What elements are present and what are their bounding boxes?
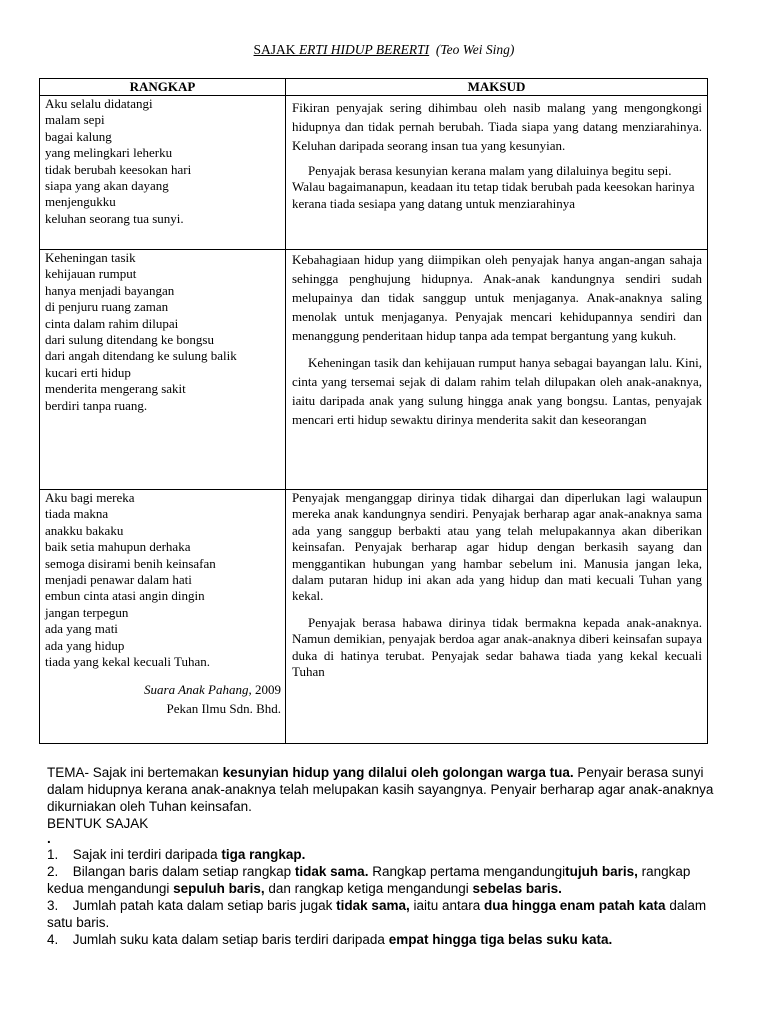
list-number: 4. xyxy=(47,932,59,947)
list-bold: dua hingga enam patah kata xyxy=(484,898,666,913)
verse-line: semoga disirami benih keinsafan xyxy=(45,555,216,571)
title-prefix: SAJAK xyxy=(253,42,299,57)
poem-name: ERTI HIDUP BERERTI xyxy=(298,42,430,57)
list-number: 2. xyxy=(47,864,59,879)
verse-line: Keheningan tasik xyxy=(45,250,136,265)
source-publication: Suara Anak Pahang, xyxy=(144,682,252,698)
title-underlined xyxy=(254,42,430,57)
list-bold: tiga rangkap. xyxy=(221,847,306,862)
list-text: Sajak ini terdiri daripada xyxy=(72,847,222,862)
source-publisher: Pekan Ilmu Sdn. Bhd. xyxy=(166,701,281,717)
table-row xyxy=(40,490,708,744)
verse-line: cinta dalam rahim dilupai xyxy=(45,315,179,331)
verse-line: keluhan seorang tua sunyi. xyxy=(45,210,184,226)
verse-line: menjadi penawar dalam hati xyxy=(45,572,192,588)
tema-paragraph xyxy=(47,764,722,815)
list-number: 3. xyxy=(47,898,59,913)
maksud-paragraph: Penyajak berasa kesunyian kerana malam yang dilaluinya begitu sepi. Walau bagaimanapun, keadaan itu tetap tidak berubah pada keesokan harinya kerana tiada sesiapa yang datang untuk menziarahinya xyxy=(292,163,695,211)
list-bold: sebelas baris. xyxy=(472,881,562,896)
maksud-cell-3 xyxy=(286,490,708,744)
verse-line: anakku bakaku xyxy=(45,522,124,538)
notes-section xyxy=(47,764,722,948)
maksud-cell-1 xyxy=(286,96,708,250)
verse-line: Aku bagi mereka xyxy=(45,490,135,505)
table-header-row xyxy=(40,79,708,96)
verse-line: baik setia mahupun derhaka xyxy=(45,539,191,555)
verse-line: yang melingkari leherku xyxy=(45,145,173,161)
verse-line: tiada makna xyxy=(45,506,109,522)
list-number: 1. xyxy=(47,847,59,862)
verse-line: Aku selalu didatangi xyxy=(45,96,153,111)
bentuk-dot: . xyxy=(47,831,51,846)
rangkap-cell-1 xyxy=(40,96,286,250)
verse-line: menderita mengerang sakit xyxy=(45,381,186,397)
verse-line: kehijauan rumput xyxy=(45,266,137,282)
rangkap-cell-3 xyxy=(40,490,286,744)
list-item xyxy=(47,931,722,948)
list-bold: sepuluh baris, xyxy=(173,881,265,896)
verse-line: siapa yang akan dayang xyxy=(45,178,169,194)
list-text: Rangkap pertama mengandungi xyxy=(368,864,566,879)
list-text: dan rangkap ketiga mengandungi xyxy=(264,881,473,896)
list-bold: tidak sama. xyxy=(294,864,369,879)
header-rangkap: RANGKAP xyxy=(40,79,286,96)
maksud-paragraph: Kebahagiaan hidup yang diimpikan oleh penyajak hanya angan-angan sahaja sehingga penghujung hidupnya. Anak-anak kandungnya sendiri sudah melupainya dan tidak sanggup untuk menjaganya. Anak-anaknya saling menolak untuk menjaganya. Penyajak mencari kehidupannya sendiri dan menanggung penderitaan hidup tanpa ada tempat bergantung yang kukuh. xyxy=(292,252,702,343)
maksud-paragraph: Penyajak berasa habawa dirinya tidak bermakna kepada anak-anaknya. Namun demikian, penyajak berdoa agar anak-anaknya diberi keinsafan supaya duka di hatinya terubat. Penyajak sedar bahawa tiada yang kekal kecuali Tuhan xyxy=(292,614,702,680)
list-bold: tidak sama, xyxy=(336,898,410,913)
verse-line: embun cinta atasi angin dingin xyxy=(45,588,205,604)
verse-line: dari angah ditendang ke sulung balik xyxy=(45,348,237,364)
list-bold: tujuh baris, xyxy=(565,864,638,879)
list-text: Jumlah suku kata dalam setiap baris terdiri daripada xyxy=(72,932,389,947)
list-item xyxy=(47,863,722,897)
list-text: Jumlah patah kata dalam setiap baris jugak xyxy=(72,898,337,913)
list-item xyxy=(47,846,722,863)
maksud-cell-2 xyxy=(286,250,708,490)
verse-line: berdiri tanpa ruang. xyxy=(45,397,148,413)
list-text: rangkap kedua mengandungi xyxy=(47,864,691,896)
maksud-paragraph: Keheningan tasik dan kehijauan rumput hanya sebagai bayangan lalu. Kini, cinta yang tersemai sejak di dalam rahim telah dilupakan oleh anak-anaknya, iaitu daripada anak yang sulung hingga anak yang bongsu. Lantas, penyajak mencari erti hidup sewaktu dirinya menderita sakit dan keseorangan xyxy=(292,355,702,427)
verse-line: hanya menjadi bayangan xyxy=(45,282,175,298)
verse-line: di penjuru ruang zaman xyxy=(45,299,169,315)
verse-line: malam sepi xyxy=(45,112,105,128)
header-maksud: MAKSUD xyxy=(286,79,708,96)
list-item xyxy=(47,897,722,931)
verse-line: bagai kalung xyxy=(45,128,112,144)
maksud-paragraph: Penyajak menganggap dirinya tidak dihargai dan diperlukan lagi walaupun mereka anak kandungnya sendiri. Penyajak berharap agar anak-anaknya sama ada yang sanggup berbakti atau yang telah melupakannya akan diberikan keinsafan. Penyajak berharap agar hidup dengan berkasih sayang dan menggantikan hubungan yang hambar sebelum ini. Manusia jangan leka, dalam putaran hidup ini akan ada yang hidup dan mati kecuali Tuhan yang kekal. xyxy=(292,490,702,604)
verse-line: menjengukku xyxy=(45,194,116,210)
verse-line: tiada yang kekal kecuali Tuhan. xyxy=(45,654,210,670)
table-row xyxy=(40,250,708,490)
table-row xyxy=(40,96,708,250)
list-text: dalam satu baris. xyxy=(47,898,707,930)
tema-rest: Penyair berasa sunyi dalam hidupnya kerana anak-anaknya telah melupakan kasih sayangnya. Penyair berharap agar anak-anaknya dikurniakan oleh Tuhan keinsafan. xyxy=(47,765,714,814)
verse-line: jangan terpegun xyxy=(45,604,129,620)
poem-analysis-table xyxy=(39,78,708,744)
bentuk-heading: BENTUK SAJAK xyxy=(47,816,149,831)
tema-label: TEMA- Sajak ini bertemakan xyxy=(47,765,223,780)
list-text: iaitu antara xyxy=(409,898,485,913)
verse-line: kucari erti hidup xyxy=(45,364,131,380)
maksud-paragraph: Fikiran penyajak sering dihimbau oleh nasib malang yang mengongkongi hidupnya dan tidak pernah berubah. Tiada siapa yang datang menziarahinya. Keluhan daripada seorang insan tua yang kesunyian. xyxy=(292,100,702,153)
tema-bold: kesunyian hidup yang dilalui oleh golongan warga tua. xyxy=(222,765,574,780)
rangkap-cell-2 xyxy=(40,250,286,490)
verse-line: dari sulung ditendang ke bongsu xyxy=(45,332,214,348)
verse-line: tidak berubah keesokan hari xyxy=(45,161,192,177)
document-title xyxy=(0,42,768,58)
poem-author: (Teo Wei Sing) xyxy=(435,42,515,57)
verse-line: ada yang mati xyxy=(45,621,118,637)
verse-line: ada yang hidup xyxy=(45,637,125,653)
poem-source xyxy=(45,680,281,718)
source-year: 2009 xyxy=(251,682,281,698)
list-bold: empat hingga tiga belas suku kata. xyxy=(388,932,613,947)
list-text: Bilangan baris dalam setiap rangkap xyxy=(72,864,295,879)
